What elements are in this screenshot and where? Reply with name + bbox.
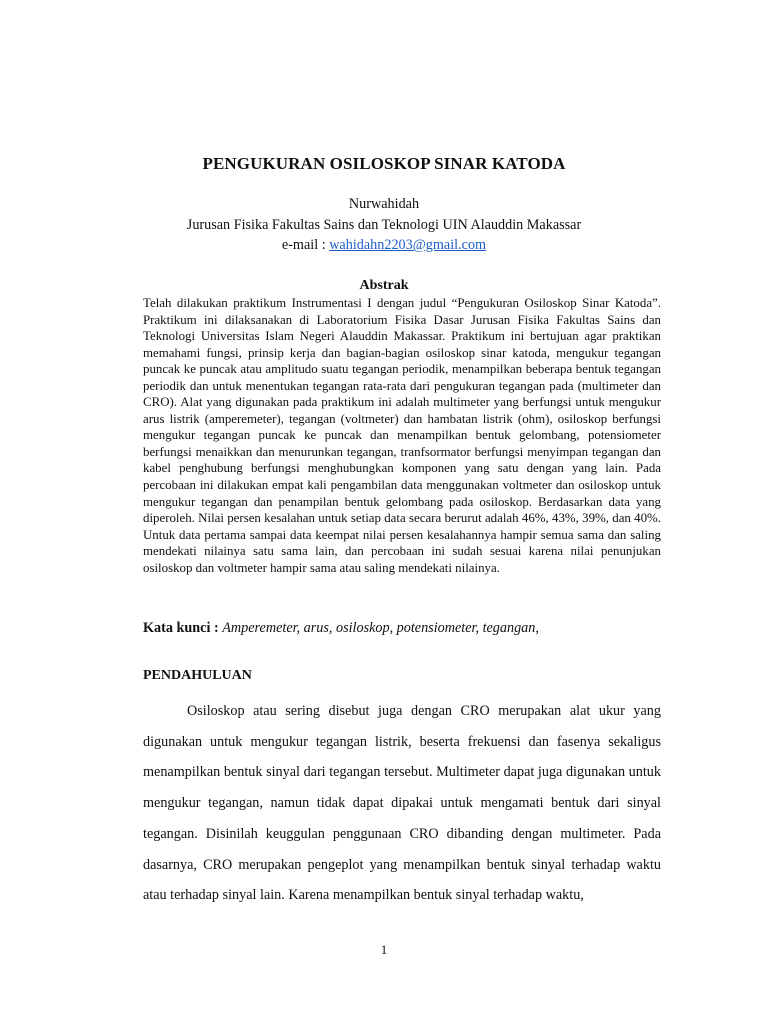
section-heading: PENDAHULUAN	[143, 668, 252, 683]
author-name: Nurwahidah	[348, 196, 420, 212]
abstract-text: Telah dilakukan praktikum Instrumentasi I dengan judul “Pengukuran Osiloskop Sinar Katoda”. Praktikum ini dilaksanakan di Laboratorium Fisika Dasar Jurusan Fisika Fakultas Sains dan Teknologi Universitas Islam Negeri Alauddin Makassar. Praktikum ini bertujuan agar praktikan memahami fungsi, prinsip kerja dan bagian-bagian osiloskop sinar katoda, mengukur tegangan puncak ke puncak atau amplitudo suatu tegangan periodik, menampilkan beberapa bentuk tegangan periodik dan untuk menentukan tegangan rata-rata dari pengukuran tegangan pada (multimeter dan CRO). Alat yang digunakan pada praktikum ini adalah multimeter yang berfungsi untuk mengukur arus listrik (amperemeter), tegangan (voltmeter) dan hambatan listrik (ohm), osiloskop berfungsi mengukur tegangan puncak ke puncak dan menampilkan bentuk gelombang, potensiometer berfungsi menaikkan dan menurunkan tegangan, tranfsormator berfungsi menyimpan tegangan dan kabel penghubung berfungsi menghubungkan komponen yang satu dengan yang lain. Pada percobaan ini dilakukan empat kali pengambilan data menggunakan voltmeter dan osiloskop untuk mengukur tegangan dan penampilan bentuk gelombang pada osiloskop. Berdasarkan data yang diperoleh. Nilai persen kesalahan untuk setiap data secara berurut adalah 46%, 43%, 39%, dan 40%. Untuk data pertama sampai data keempat nilai persen kesalahannya hampir semua sama dan saling mendekati nilainya satu sama lain, dan percobaan ini sudah sesuai karena nilai penunjukan osiloskop dan voltmeter hampir sama atau saling mendekati nilainya.	[143, 296, 661, 575]
author-affiliation: Jurusan Fisika Fakultas Sains dan Teknologi UIN Alauddin Makassar	[186, 216, 582, 233]
document-title: PENGUKURAN OSILOSKOP SINAR KATODA	[202, 154, 566, 173]
author-email-line	[0, 235, 768, 256]
section-body: Osiloskop atau sering disebut juga dengan CRO merupakan alat ukur yang digunakan untuk mengukur tegangan listrik, beserta frekuensi dan fasenya sekaligus menampilkan bentuk sinyal dari tegangan tersebut. Multimeter dapat juga digunakan untuk mengukur tegangan, namun tidak dapat dipakai untuk mengamati bentuk dari sinyal tegangan. Disinilah keuggulan penggunaan CRO dibanding dengan multimeter. Pada dasarnya, CRO merupakan pengeplot yang menampilkan bentuk sinyal terhadap waktu atau terhadap sinyal lain. Karena menampilkan bentuk sinyal terhadap waktu,	[143, 703, 661, 904]
keywords	[143, 620, 703, 637]
keywords-text: Amperemeter, arus, osiloskop, potensiometer, tegangan,	[222, 620, 539, 636]
keywords-label: Kata kunci :	[143, 620, 223, 636]
author-block	[0, 194, 768, 256]
abstract-heading: Abstrak	[359, 278, 409, 293]
email-prefix: e-mail :	[281, 237, 330, 253]
page-number: 1	[380, 942, 388, 957]
email-link[interactable]: wahidahn2203@gmail.com	[329, 237, 487, 253]
